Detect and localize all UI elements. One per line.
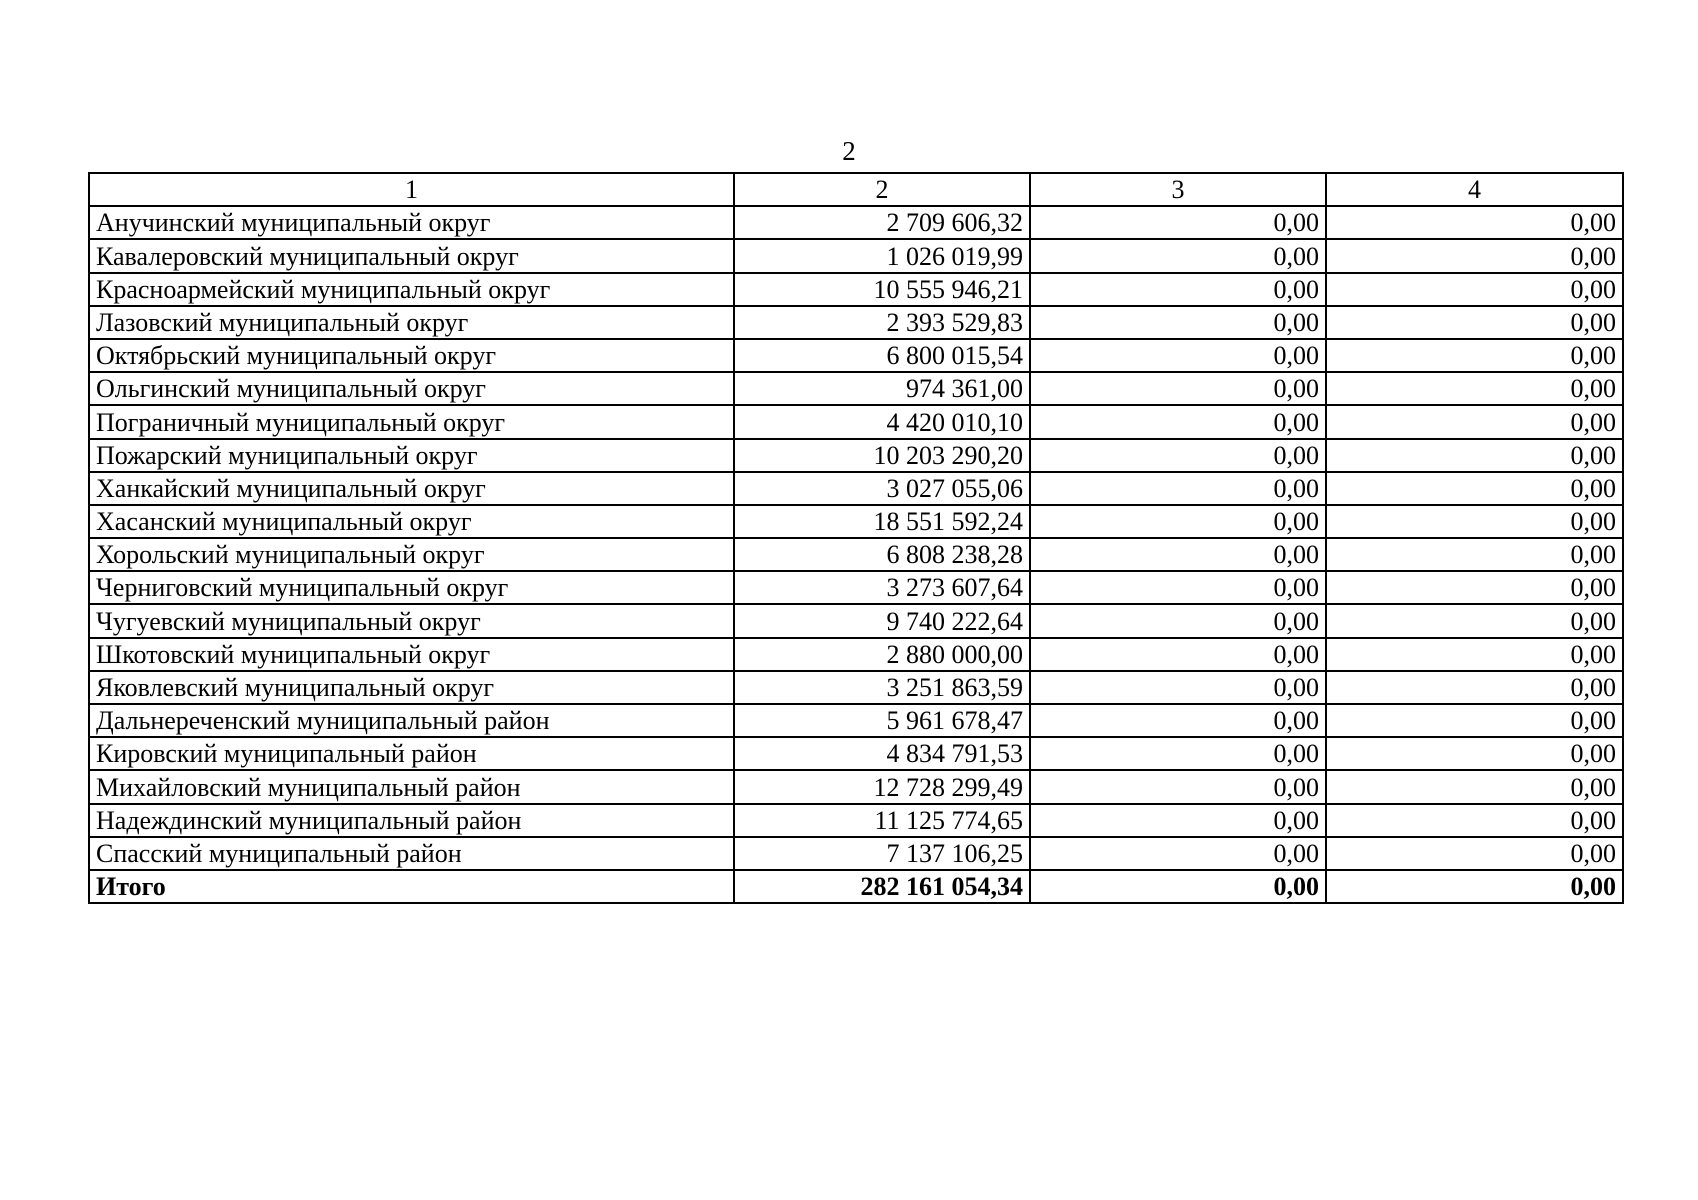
table-row	[89, 571, 1623, 604]
amount-cell: 0,00	[1326, 638, 1623, 671]
table-row	[89, 472, 1623, 505]
amount-cell: 0,00	[1030, 571, 1326, 604]
amount-cell: 0,00	[1326, 804, 1623, 837]
amount-cell: 974 361,00	[734, 372, 1030, 405]
municipality-name: Лазовский муниципальный округ	[89, 306, 734, 339]
column-number-row	[89, 173, 1623, 206]
table-row	[89, 604, 1623, 637]
municipality-name: Шкотовский муниципальный округ	[89, 638, 734, 671]
amount-cell: 0,00	[1326, 372, 1623, 405]
amount-cell: 0,00	[1030, 439, 1326, 472]
amount-cell: 0,00	[1030, 804, 1326, 837]
amount-cell: 0,00	[1030, 505, 1326, 538]
amount-cell: 3 251 863,59	[734, 671, 1030, 704]
amount-cell: 0,00	[1326, 737, 1623, 770]
municipality-name: Пожарский муниципальный округ	[89, 439, 734, 472]
total-row	[89, 870, 1623, 903]
amount-cell: 0,00	[1326, 671, 1623, 704]
amount-cell: 0,00	[1326, 604, 1623, 637]
amount-cell: 0,00	[1326, 405, 1623, 438]
municipality-name: Хорольский муниципальный округ	[89, 538, 734, 571]
amount-cell: 0,00	[1030, 837, 1326, 870]
amount-cell: 0,00	[1326, 339, 1623, 372]
amount-cell: 0,00	[1030, 538, 1326, 571]
amount-cell: 9 740 222,64	[734, 604, 1030, 637]
column-number-header: 1	[89, 173, 734, 206]
amount-cell: 0,00	[1030, 306, 1326, 339]
amount-cell: 0,00	[1030, 206, 1326, 239]
column-number-header: 4	[1326, 173, 1623, 206]
amount-cell: 0,00	[1326, 571, 1623, 604]
amount-cell: 12 728 299,49	[734, 770, 1030, 803]
municipality-name: Октябрьский муниципальный округ	[89, 339, 734, 372]
table-row	[89, 206, 1623, 239]
amount-cell: 0,00	[1030, 372, 1326, 405]
table-row	[89, 538, 1623, 571]
amount-cell: 0,00	[1326, 239, 1623, 272]
amount-cell: 4 420 010,10	[734, 405, 1030, 438]
amount-cell: 0,00	[1326, 704, 1623, 737]
allocation-table	[88, 172, 1624, 904]
amount-cell: 2 880 000,00	[734, 638, 1030, 671]
municipality-name: Черниговский муниципальный округ	[89, 571, 734, 604]
municipality-name: Хасанский муниципальный округ	[89, 505, 734, 538]
amount-cell: 3 027 055,06	[734, 472, 1030, 505]
amount-cell: 5 961 678,47	[734, 704, 1030, 737]
amount-cell: 0,00	[1030, 704, 1326, 737]
amount-cell: 0,00	[1030, 604, 1326, 637]
column-number-header: 2	[734, 173, 1030, 206]
table-row	[89, 804, 1623, 837]
total-amount: 282 161 054,34	[734, 870, 1030, 903]
amount-cell: 0,00	[1326, 472, 1623, 505]
municipality-name: Кировский муниципальный район	[89, 737, 734, 770]
table-row	[89, 638, 1623, 671]
amount-cell: 2 709 606,32	[734, 206, 1030, 239]
amount-cell: 0,00	[1326, 770, 1623, 803]
amount-cell: 0,00	[1030, 472, 1326, 505]
amount-cell: 10 203 290,20	[734, 439, 1030, 472]
table-row	[89, 671, 1623, 704]
table-row	[89, 372, 1623, 405]
total-amount: 0,00	[1326, 870, 1623, 903]
table-row	[89, 439, 1623, 472]
amount-cell: 0,00	[1326, 505, 1623, 538]
amount-cell: 0,00	[1030, 339, 1326, 372]
municipality-name: Красноармейский муниципальный округ	[89, 273, 734, 306]
municipality-name: Чугуевский муниципальный округ	[89, 604, 734, 637]
municipality-name: Кавалеровский муниципальный округ	[89, 239, 734, 272]
municipality-name: Ханкайский муниципальный округ	[89, 472, 734, 505]
table-row	[89, 737, 1623, 770]
amount-cell: 0,00	[1030, 405, 1326, 438]
amount-cell: 11 125 774,65	[734, 804, 1030, 837]
municipality-name: Ольгинский муниципальный округ	[89, 372, 734, 405]
municipality-name: Спасский муниципальный район	[89, 837, 734, 870]
amount-cell: 0,00	[1326, 206, 1623, 239]
table-row	[89, 837, 1623, 870]
table-row	[89, 273, 1623, 306]
amount-cell: 0,00	[1326, 439, 1623, 472]
amount-cell: 3 273 607,64	[734, 571, 1030, 604]
amount-cell: 6 800 015,54	[734, 339, 1030, 372]
amount-cell: 0,00	[1030, 737, 1326, 770]
amount-cell: 0,00	[1030, 273, 1326, 306]
total-amount: 0,00	[1030, 870, 1326, 903]
municipality-name: Анучинский муниципальный округ	[89, 206, 734, 239]
total-label: Итого	[89, 870, 734, 903]
municipality-name: Надеждинский муниципальный район	[89, 804, 734, 837]
amount-cell: 0,00	[1030, 239, 1326, 272]
table-row	[89, 306, 1623, 339]
amount-cell: 1 026 019,99	[734, 239, 1030, 272]
amount-cell: 0,00	[1030, 770, 1326, 803]
table-row	[89, 505, 1623, 538]
amount-cell: 0,00	[1030, 638, 1326, 671]
municipality-name: Пограничный муниципальный округ	[89, 405, 734, 438]
amount-cell: 0,00	[1326, 306, 1623, 339]
municipality-name: Яковлевский муниципальный округ	[89, 671, 734, 704]
municipality-name: Михайловский муниципальный район	[89, 770, 734, 803]
table-row	[89, 239, 1623, 272]
amount-cell: 4 834 791,53	[734, 737, 1030, 770]
column-number-header: 3	[1030, 173, 1326, 206]
amount-cell: 0,00	[1326, 538, 1623, 571]
table-row	[89, 770, 1623, 803]
amount-cell: 6 808 238,28	[734, 538, 1030, 571]
table-row	[89, 339, 1623, 372]
amount-cell: 2 393 529,83	[734, 306, 1030, 339]
amount-cell: 7 137 106,25	[734, 837, 1030, 870]
amount-cell: 0,00	[1326, 273, 1623, 306]
municipality-name: Дальнереченский муниципальный район	[89, 704, 734, 737]
amount-cell: 0,00	[1326, 837, 1623, 870]
amount-cell: 18 551 592,24	[734, 505, 1030, 538]
table-row	[89, 405, 1623, 438]
table-row	[89, 704, 1623, 737]
amount-cell: 10 555 946,21	[734, 273, 1030, 306]
page-number: 2	[842, 136, 856, 166]
amount-cell: 0,00	[1030, 671, 1326, 704]
